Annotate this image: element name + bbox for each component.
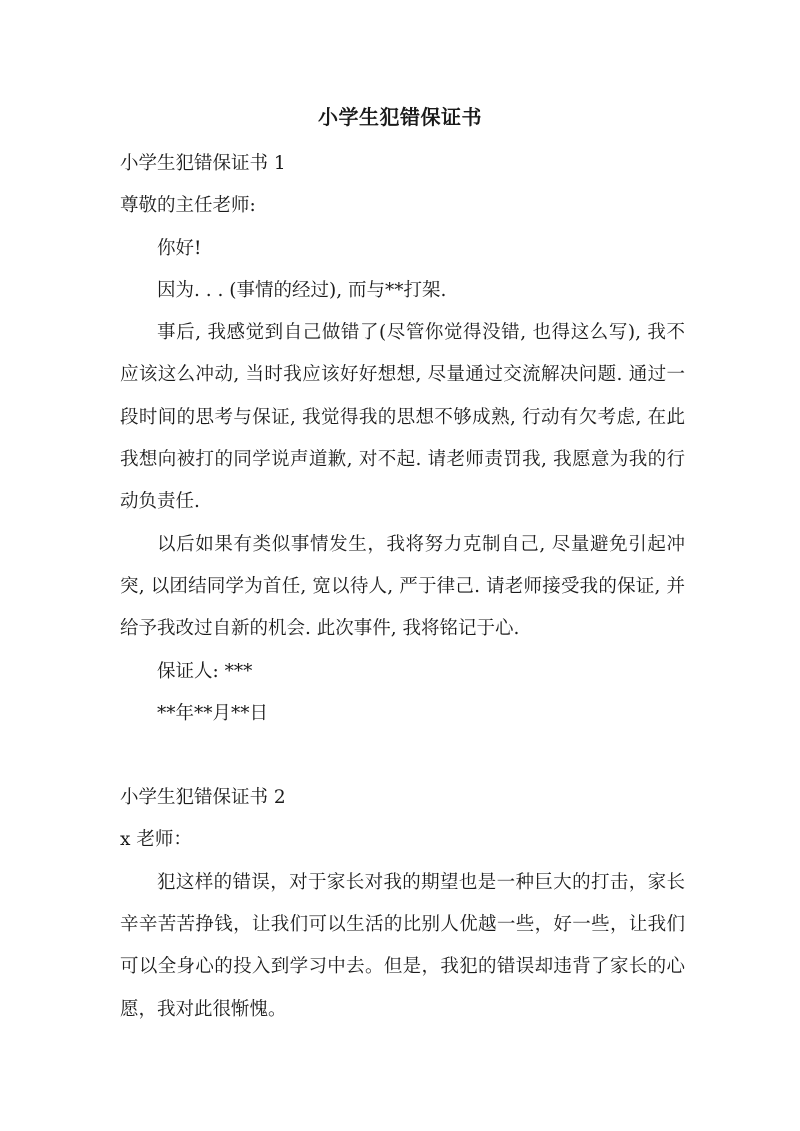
- document-body: [120, 143, 685, 1031]
- letter-1-heading: 小学生犯错保证书 1: [120, 153, 286, 174]
- section-spacer: [120, 735, 685, 777]
- letter-1-paragraph-2: 事后, 我感觉到自己做错了(尽管你觉得没错, 也得这么写), 我不应该这么冲动, 当时我应该好好想想, 尽量通过交流解决问题. 通过一段时间的思考与保证, 我觉得我的思想不够成熟, 行动有欠考虑, 在此我想向被打的同学说声道歉, 对不起. 请老师责罚我, 我愿意为我的行动负责任.: [120, 322, 685, 513]
- letter-2-heading: 小学生犯错保证书 2: [120, 787, 286, 809]
- letter-2-paragraph-1: 犯这样的错误，对于家长对我的期望也是一种巨大的打击，家长辛辛苦苦挣钱，让我们可以生活的比别人优越一些，好一些，让我们可以全身心的投入到学习中去。但是，我犯的错误却违背了家长的心愿，我对此很惭愧。: [120, 871, 685, 1020]
- letter-1-paragraph-3: 以后如果有类似事情发生，我将努力克制自己, 尽量避免引起冲突, 以团结同学为首任, 宽以待人, 严于律己. 请老师接受我的保证, 并给予我改过自新的机会. 此次事件, 我将铭记于心.: [120, 533, 685, 640]
- letter-1-paragraph-1: 因为. . . (事情的经过), 而与**打架.: [157, 279, 447, 301]
- document-title: 小学生犯错保证书: [318, 105, 482, 129]
- letter-1-salutation: 尊敬的主任老师:: [120, 195, 256, 217]
- letter-2-salutation: x 老师：: [120, 829, 192, 851]
- letter-1-signer: 保证人: ***: [157, 660, 253, 682]
- letter-1-greeting: 你好!: [157, 237, 202, 259]
- letter-1-date: **年**月**日: [157, 702, 269, 724]
